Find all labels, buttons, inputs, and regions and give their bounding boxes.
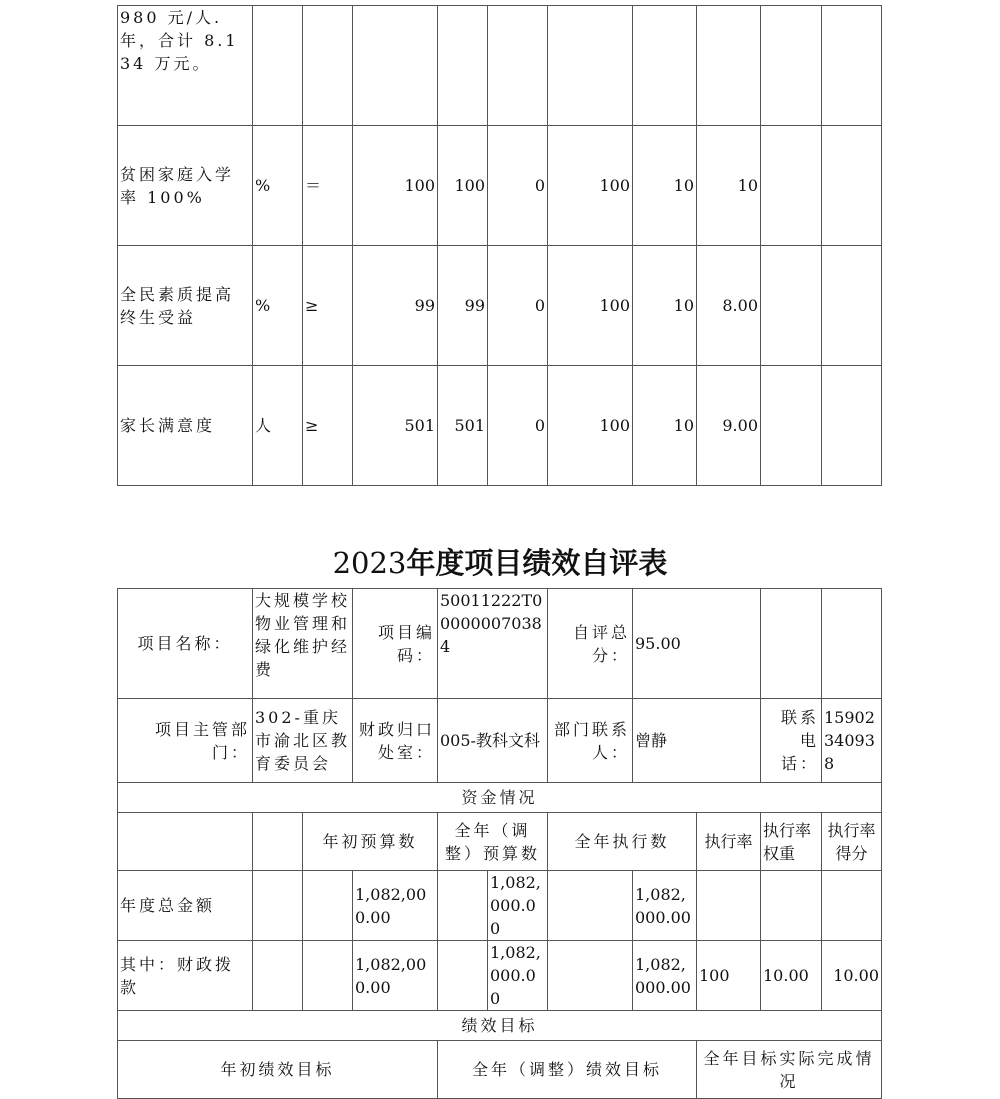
dept: 302-重庆市渝北区教育委员会 bbox=[253, 699, 353, 783]
total-row-label: 年度总金额 bbox=[118, 871, 253, 941]
goals-section-header: 绩效目标 bbox=[118, 1011, 882, 1041]
goal-header-actual: 全年目标实际完成情况 bbox=[697, 1041, 882, 1099]
empty-cell bbox=[253, 871, 303, 941]
indicator-value: 99 bbox=[353, 246, 438, 366]
indicator-value bbox=[353, 6, 438, 126]
indicator-value bbox=[697, 6, 761, 126]
self-evaluation-table bbox=[117, 588, 882, 1099]
indicator-unit: 人 bbox=[253, 366, 303, 486]
indicator-value: 501 bbox=[353, 366, 438, 486]
finance-label: 财政归口处室： bbox=[353, 699, 438, 783]
indicator-value: 0 bbox=[488, 246, 548, 366]
fiscal-score: 10.00 bbox=[822, 941, 882, 1011]
goal-header-initial: 年初绩效目标 bbox=[118, 1041, 438, 1099]
empty-cell bbox=[761, 589, 822, 699]
indicator-value bbox=[761, 126, 822, 246]
title-text: 年度项目绩效自评表 bbox=[406, 546, 668, 580]
indicator-value bbox=[761, 246, 822, 366]
table-row bbox=[118, 1041, 882, 1099]
title-year: 2023 bbox=[332, 546, 407, 580]
goal-header-adjusted: 全年（调整）绩效目标 bbox=[438, 1041, 697, 1099]
empty-cell bbox=[548, 871, 633, 941]
indicator-value bbox=[438, 6, 488, 126]
indicator-value: 0 bbox=[488, 366, 548, 486]
project-name: 大规模学校物业管理和绿化维护经费 bbox=[253, 589, 353, 699]
indicator-op: ≥ bbox=[303, 246, 353, 366]
empty-cell bbox=[118, 813, 253, 871]
fiscal-weight: 10.00 bbox=[761, 941, 822, 1011]
fiscal-adjusted: 1,082,000.00 bbox=[488, 941, 548, 1011]
indicator-value: 10 bbox=[633, 126, 697, 246]
table-row bbox=[118, 366, 882, 486]
table-row bbox=[118, 941, 882, 1011]
total-initial: 1,082,000.00 bbox=[353, 871, 438, 941]
indicator-value: 10 bbox=[633, 246, 697, 366]
fiscal-row-label: 其中：财政拨款 bbox=[118, 941, 253, 1011]
indicator-value bbox=[822, 246, 882, 366]
total-executed: 1,082,000.00 bbox=[633, 871, 697, 941]
table-row bbox=[118, 126, 882, 246]
table-row bbox=[118, 1011, 882, 1041]
table-row bbox=[118, 783, 882, 813]
indicator-op: ＝ bbox=[303, 126, 353, 246]
phone-label: 联系电话： bbox=[761, 699, 822, 783]
indicator-value: 8.00 bbox=[697, 246, 761, 366]
project-code: 50011222T000000070384 bbox=[438, 589, 548, 699]
empty-cell bbox=[438, 871, 488, 941]
empty-cell bbox=[548, 941, 633, 1011]
indicator-name: 贫困家庭入学率 100% bbox=[118, 126, 253, 246]
indicator-name: 全民素质提高终生受益 bbox=[118, 246, 253, 366]
empty-cell bbox=[303, 871, 353, 941]
indicator-value: 100 bbox=[438, 126, 488, 246]
fiscal-initial: 1,082,000.00 bbox=[353, 941, 438, 1011]
indicator-value bbox=[548, 6, 633, 126]
table-row bbox=[118, 871, 882, 941]
table-row bbox=[118, 246, 882, 366]
header-initial-budget: 年初预算数 bbox=[303, 813, 438, 871]
empty-cell bbox=[822, 589, 882, 699]
header-executed: 全年执行数 bbox=[548, 813, 697, 871]
indicator-op bbox=[303, 6, 353, 126]
total-weight bbox=[761, 871, 822, 941]
indicator-unit bbox=[253, 6, 303, 126]
page-title bbox=[0, 540, 1000, 586]
finance-dept: 005-教科文科 bbox=[438, 699, 548, 783]
table-row bbox=[118, 6, 882, 126]
indicator-value bbox=[822, 366, 882, 486]
contact-person: 曾静 bbox=[633, 699, 761, 783]
header-adjusted-budget: 全年（调整）预算数 bbox=[438, 813, 548, 871]
project-code-label: 项目编码： bbox=[353, 589, 438, 699]
indicator-value bbox=[761, 6, 822, 126]
indicator-unit: % bbox=[253, 126, 303, 246]
indicator-value bbox=[761, 366, 822, 486]
header-exec-weight: 执行率权重 bbox=[761, 813, 822, 871]
self-score: 95.00 bbox=[633, 589, 761, 699]
indicator-op: ≥ bbox=[303, 366, 353, 486]
empty-cell bbox=[303, 941, 353, 1011]
table-row bbox=[118, 813, 882, 871]
indicator-value bbox=[633, 6, 697, 126]
indicator-value: 10 bbox=[697, 126, 761, 246]
contact-label: 部门联系人： bbox=[548, 699, 633, 783]
table-row bbox=[118, 699, 882, 783]
indicator-value: 0 bbox=[488, 126, 548, 246]
total-adjusted: 1,082,000.00 bbox=[488, 871, 548, 941]
indicator-value: 10 bbox=[633, 366, 697, 486]
indicator-value bbox=[822, 126, 882, 246]
indicator-value: 100 bbox=[548, 126, 633, 246]
empty-cell bbox=[253, 941, 303, 1011]
funds-section-header: 资金情况 bbox=[118, 783, 882, 813]
indicator-value: 100 bbox=[548, 246, 633, 366]
project-name-label: 项目名称： bbox=[118, 589, 253, 699]
total-score bbox=[822, 871, 882, 941]
fiscal-executed: 1,082,000.00 bbox=[633, 941, 697, 1011]
indicator-value bbox=[822, 6, 882, 126]
empty-cell bbox=[438, 941, 488, 1011]
phone-number: 15902340938 bbox=[822, 699, 882, 783]
dept-label: 项目主管部门： bbox=[118, 699, 253, 783]
indicator-name: 家长满意度 bbox=[118, 366, 253, 486]
fiscal-rate: 100 bbox=[697, 941, 761, 1011]
empty-cell bbox=[253, 813, 303, 871]
self-score-label: 自评总分： bbox=[548, 589, 633, 699]
header-exec-rate: 执行率 bbox=[697, 813, 761, 871]
indicator-name: 980 元/人.年，合计 8.134 万元。 bbox=[118, 6, 253, 126]
table-row bbox=[118, 589, 882, 699]
indicator-table bbox=[117, 5, 882, 486]
indicator-value: 100 bbox=[353, 126, 438, 246]
indicator-value: 9.00 bbox=[697, 366, 761, 486]
indicator-value: 99 bbox=[438, 246, 488, 366]
indicator-value: 100 bbox=[548, 366, 633, 486]
total-rate bbox=[697, 871, 761, 941]
indicator-unit: % bbox=[253, 246, 303, 366]
header-exec-score: 执行率得分 bbox=[822, 813, 882, 871]
indicator-value: 501 bbox=[438, 366, 488, 486]
indicator-value bbox=[488, 6, 548, 126]
